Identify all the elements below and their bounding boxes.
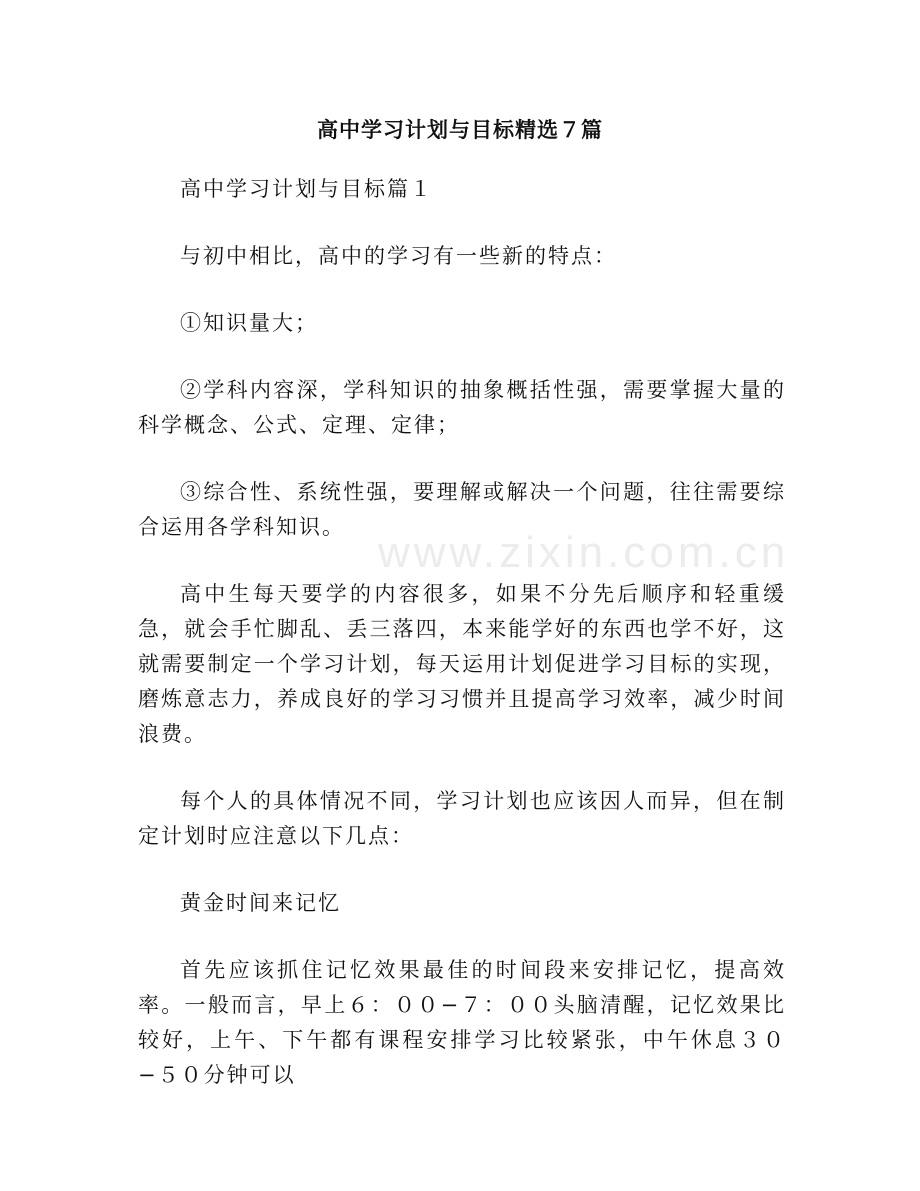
watermark: www.zixin.com.cn <box>378 528 790 577</box>
paragraph: 首先应该抓住记忆效果最佳的时间段来安排记忆，提高效率。一般而言，早上６：００−７：００头脑清醒，记忆效果比较好，上午、下午都有课程安排学习比较紧张，中午休息３０−５０分钟可以 <box>138 958 786 1087</box>
list-item: ②学科内容深，学科知识的抽象概括性强，需要掌握大量的科学概念、公式、定理、定律； <box>138 378 786 437</box>
document-body <box>138 172 786 1125</box>
section-heading: 高中学习计划与目标篇１ <box>180 177 433 201</box>
document-title: 高中学习计划与目标精选７篇 <box>317 118 603 142</box>
subheading: 黄金时间来记忆 <box>180 891 341 915</box>
paragraph: 每个人的具体情况不同，学习计划也应该因人而异，但在制定计划时应注意以下几点： <box>138 789 786 848</box>
paragraph: 高中生每天要学的内容很多，如果不分先后顺序和轻重缓急，就会手忙脚乱、丢三落四，本来能学好的东西也学不好，这就需要制定一个学习计划，每天运用计划促进学习目标的实现，磨炼意志力，养成良好的学习习惯并且提高学习效率，减少时间浪费。 <box>138 582 786 746</box>
paragraph: 与初中相比，高中的学习有一些新的特点： <box>180 244 617 268</box>
list-item: ①知识量大； <box>180 311 318 335</box>
list-item: ③综合性、系统性强，要理解或解决一个问题，往往需要综合运用各学科知识。 <box>138 480 786 539</box>
